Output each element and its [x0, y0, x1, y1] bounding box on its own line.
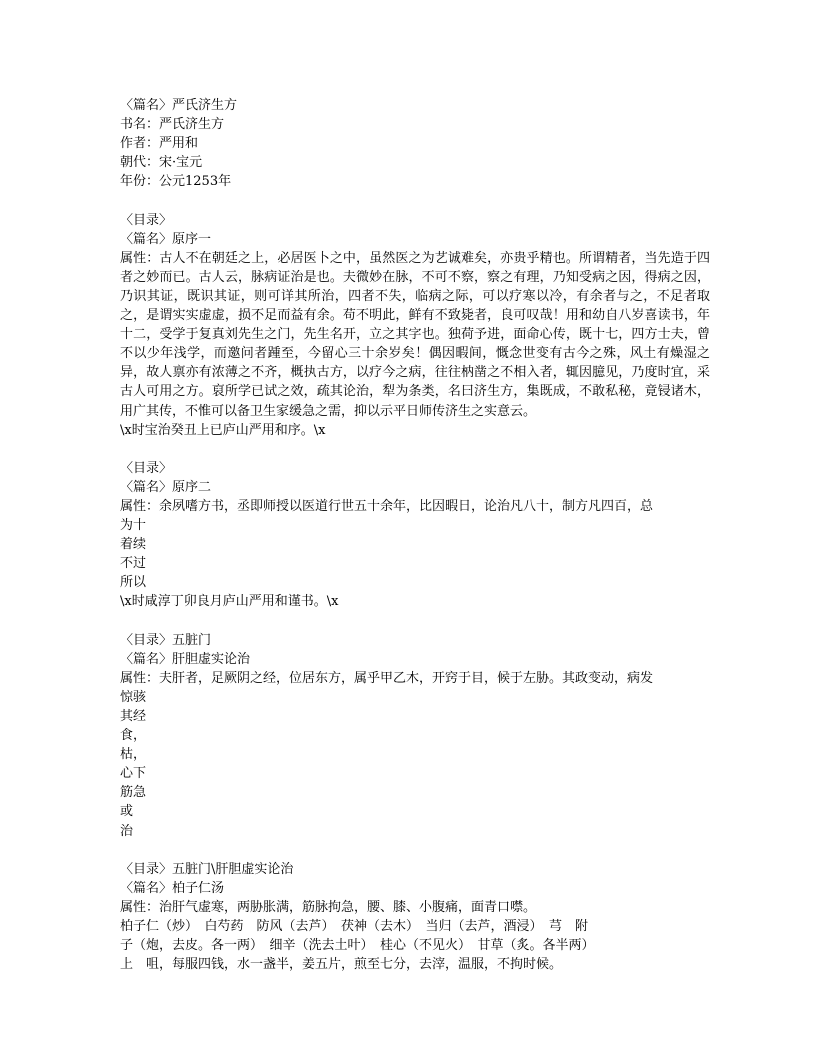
text-fragment: 治 [120, 823, 134, 839]
toc-marker: 〈目录〉 [120, 460, 173, 476]
baiziren-ingredients: 子（炮，去皮。各一两） 细辛（洗去土叶） 桂心（不见火） 甘草（炙。各半两） [120, 938, 595, 954]
text-fragment: 着续 [120, 537, 147, 553]
year-line: 年份：公元1253年 [120, 174, 232, 190]
preface2-title: 〈篇名〉原序二 [120, 479, 212, 495]
book-name-line: 书名：严氏济生方 [120, 117, 225, 133]
toc-marker: 〈目录〉五脏门\肝胆虚实论治 [120, 861, 294, 877]
text-fragment: 为十 [120, 518, 147, 534]
text-fragment: 心下 [120, 766, 147, 782]
preface1-body: 属性：古人不在朝廷之上，必居医卜之中，虽然医之为艺诚难矣，亦贵乎精也。所谓精者，当先造于四者之妙而已。古人云，脉病证治是也。夫微妙在脉，不可不察，察之有理，乃知受病之因，得病之因，乃识其证，既识其证，则可详其所治，四者不失，临病之际，可以疗寒以冷，有余者与之，不足者取之，是谓实实虚虚，损不足而益有余。苟不明此，鲜有不致毙者，良可叹哉！用和幼自八岁喜读书，年十二，受学于复真刘先生之门，先生名开，立之其字也。独荷予进，面命心传，既十七，四方士夫，曾不以少年浅学，而邀问者踵至，今留心三十余岁矣！偶因暇间，慨念世变有古今之殊，风土有燥湿之异，故人禀亦有浓薄之不齐，概执古方，以疗今之病，往往枘凿之不相入者，辄因臆见，乃度时宜，采古人可用之方。裒所学已试之效，疏其论治，犁为条类，名曰济生方，集既成，不敢私秘，竟锓诸木，用广其传，不惟可以备卫生家缓急之需，抑以示平日师传济生之实意云。 [120, 250, 710, 419]
toc-marker: 〈目录〉 [120, 212, 173, 228]
text-fragment: 其经 [120, 709, 147, 724]
preface1-title: 〈篇名〉原序一 [120, 231, 212, 247]
book-title-heading: 〈篇名〉严氏济生方 [120, 98, 238, 113]
toc-marker: 〈目录〉五脏门 [120, 632, 212, 648]
preface2-signature: \x时咸淳丁卯良月庐山严用和谨书。\x [120, 594, 339, 610]
baiziren-indication: 属性：治肝气虚寒，两胁胀满，筋脉拘急，腰、膝、小腹痛，面青口噤。 [120, 899, 537, 915]
baiziren-title: 〈篇名〉柏子仁汤 [120, 880, 225, 896]
document-page [120, 96, 710, 974]
text-fragment: 所以 [120, 575, 147, 591]
preface1-signature: \x时宝治癸丑上已庐山严用和序。\x [120, 422, 326, 438]
baiziren-directions: 上 咀，每服四钱，水一盏半，姜五片，煎至七分，去滓，温服，不拘时候。 [120, 957, 563, 973]
text-fragment: 或 [120, 804, 134, 820]
text-fragment: 不过 [120, 556, 147, 572]
text-fragment: 食， [120, 728, 147, 744]
text-fragment: 惊骇 [120, 689, 147, 705]
text-fragment: 筋急 [120, 785, 147, 801]
author-line: 作者：严用和 [120, 136, 199, 152]
dynasty-line: 朝代：宋·宝元 [120, 155, 203, 171]
text-fragment: 枯， [120, 747, 147, 763]
preface2-body: 属性：余夙嗜方书，丞即师授以医道行世五十余年，比因暇日，论治凡八十，制方凡四百，总 [120, 498, 654, 514]
liver-section-body: 属性：夫肝者，足厥阴之经，位居东方，属乎甲乙木，开窍于目，候于左胁。其政变动，病发 [120, 670, 654, 686]
liver-section-title: 〈篇名〉肝胆虚实论治 [120, 651, 251, 667]
baiziren-ingredients: 柏子仁（炒） 白芍药 防风（去芦） 茯神（去木） 当归（去芦，酒浸） 芎 附 [120, 919, 589, 935]
